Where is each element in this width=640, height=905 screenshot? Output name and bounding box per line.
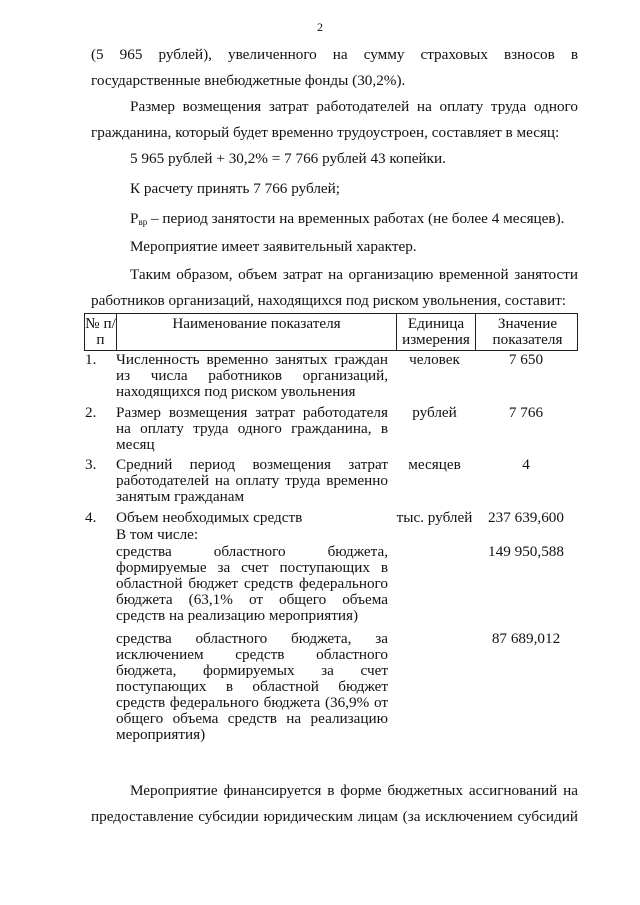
row-unit: рублей — [412, 404, 457, 421]
subrow-name: средства областного бюджета, формируемые за счет поступающих в областной бюджет средств федерального бюджета (63,1% от общего объема средств на реализацию мероприятия) — [116, 543, 388, 624]
subrow-value: 149 950,588 — [488, 543, 564, 560]
header-value: Значение показателя — [475, 314, 579, 350]
row-unit: тыс. рублей — [396, 509, 473, 526]
period-symbol: Р — [130, 210, 139, 227]
intro-paragraph: (5 965 рублей), увеличенного на сумму страховых взносов в государственные внебюджетные фонды (30,2%). — [91, 46, 578, 89]
row-value: 4 — [522, 456, 530, 473]
row-num: 2. — [85, 404, 97, 421]
table-header — [84, 313, 578, 351]
row-value: 237 639,600 — [488, 509, 564, 526]
accept-line: К расчету принять 7 766 рублей; — [130, 180, 340, 197]
row-value: 7 650 — [508, 351, 544, 368]
row-num: 3. — [85, 456, 97, 473]
subrow-value: 87 689,012 — [491, 630, 561, 647]
row-name: Средний период возмещения затрат работодателей на оплату труда временно занятым гражданам — [116, 456, 388, 505]
row-value: 7 766 — [508, 404, 544, 421]
subrow-name: средства областного бюджета, за исключением средств областного бюджета, формируемых за счет поступающих в областной бюджет средств федерального бюджета (36,9% от общего объема средств на реализацию мероприятия) — [116, 630, 388, 743]
row-num: 1. — [85, 351, 97, 368]
formula-line: 5 965 рублей + 30,2% = 7 766 рублей 43 копейки. — [130, 150, 446, 167]
row-num: 4. — [85, 509, 97, 526]
row-unit: человек — [409, 351, 460, 368]
header-unit: Единица измерения — [396, 314, 475, 350]
page-number: 2 — [317, 20, 323, 34]
reimbursement-paragraph: Размер возмещения затрат работодателей на оплату труда одного гражданина, который будет временно трудоустроен, составляет в месяц: — [91, 98, 578, 141]
cost-table: № п/п Наименование показателя Единица измерения Значение показателя 1. Численность временно занятых граждан из числа работников организаций, находящихся под риском увольнения человек 7 650 2. Размер возмещения затрат работодателя на оплату труда одного гражданина, в месяц рублей 7 766 3. Средний период возмещения затрат работодателей на оплату труда временно занятым гражданам месяцев 4 4. Объем необходимых средств тыс. рублей 237 639,600 В том числе: средства областного бюджета, формируемые за счет поступающих в областной бюджет средств федерального бюджета (63,1% от общего объема средств на реализацию мероприятия) 149 950,588 средства областного бюджета, за исключением средств областного бюджета, формируемых за счет поступающих в областной бюджет средств федерального бюджета (36,9% от общего объема средств на реализацию мероприятия) 87 689,012 — [84, 313, 578, 351]
row-name: Размер возмещения затрат работодателя на оплату труда одного гражданина, в месяц — [116, 404, 388, 453]
header-num: № п/п — [85, 315, 116, 348]
period-line — [130, 206, 564, 235]
declarative-line: Мероприятие имеет заявительный характер. — [130, 238, 417, 255]
row-name: Объем необходимых средств — [116, 509, 303, 526]
total-paragraph: Таким образом, объем затрат на организацию временной занятости работников организаций, находящихся под риском увольнения, составит: — [91, 266, 578, 309]
financing-paragraph: Мероприятие финансируется в форме бюджетных ассигнований на предоставление субсидии юридическим лицам (за исключением субсидий — [91, 782, 578, 825]
row-unit: месяцев — [408, 456, 461, 473]
row-name: Численность временно занятых граждан из числа работников организаций, находящихся под риском увольнения — [116, 351, 388, 400]
period-text: – период занятости на временных работах (не более 4 месяцев). — [147, 210, 565, 227]
header-name: Наименование показателя — [116, 314, 396, 350]
period-subscript: вр — [138, 217, 148, 227]
